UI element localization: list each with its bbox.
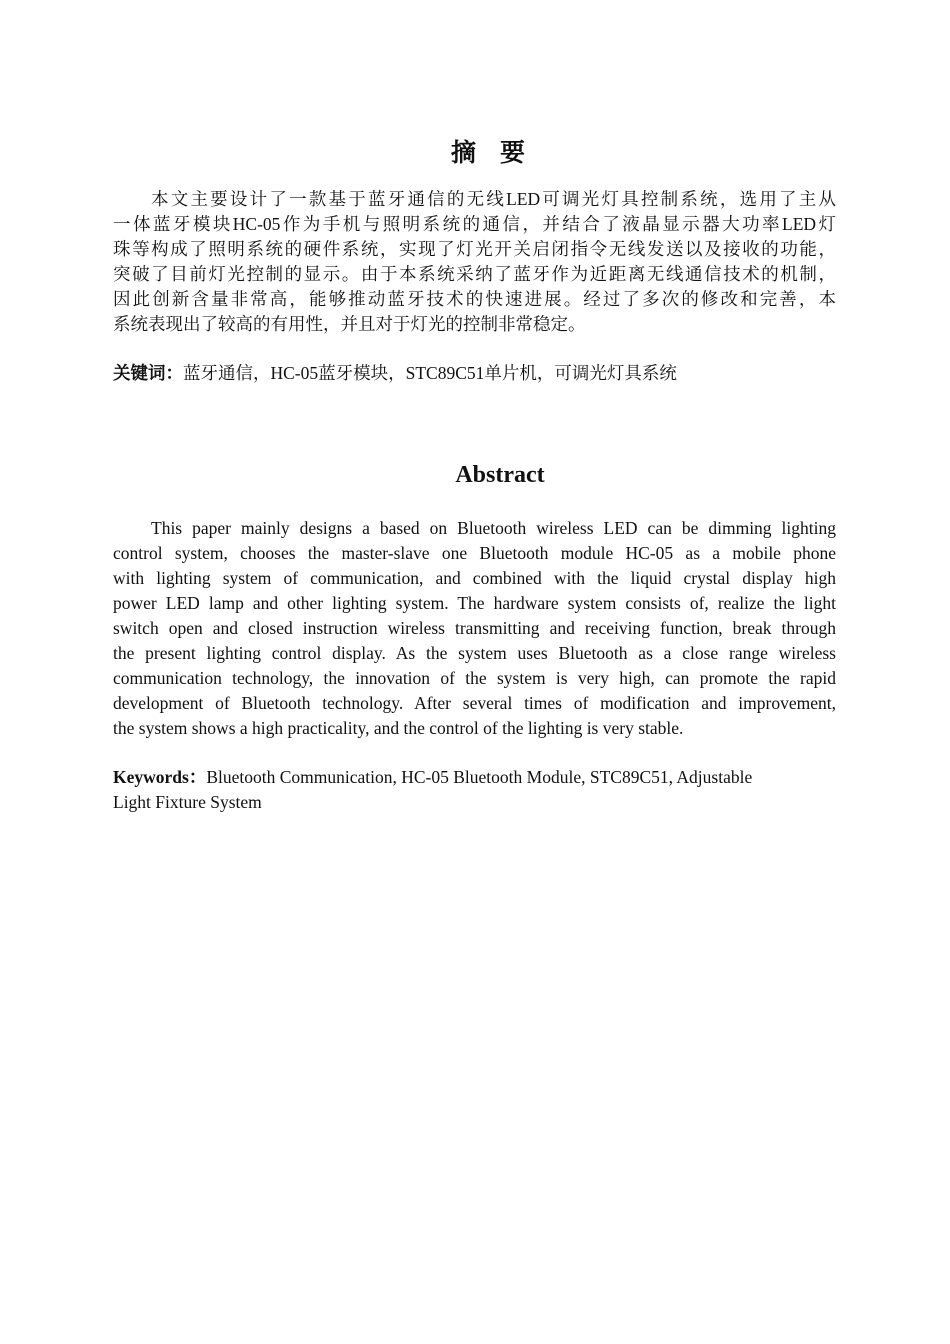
text-line: switch open and closed instruction wireless transmitting and receiving function, break through xyxy=(113,618,836,638)
text-line: 突破了目前灯光控制的显示。由于本系统采纳了蓝牙作为近距离无线通信技术的机制， xyxy=(113,264,836,284)
chinese-keywords xyxy=(113,361,836,386)
text-line: with lighting system of communication, and combined with the liquid crystal display high xyxy=(113,568,836,588)
text-line: This paper mainly designs a based on Bluetooth wireless LED can be dimming lighting xyxy=(151,518,836,538)
chinese-abstract-body xyxy=(113,187,836,337)
text-line: the system shows a high practicality, and the control of the lighting is very stable. xyxy=(113,718,684,738)
keywords-text: Light Fixture System xyxy=(113,792,262,812)
text-line: 珠等构成了照明系统的硬件系统，实现了灯光开关启闭指令无线发送以及接收的功能， xyxy=(113,239,836,259)
text-line: communication technology, the innovation of the system is very high, can promote the rapid xyxy=(113,668,836,688)
text-line: power LED lamp and other lighting system. The hardware system consists of, realize the light xyxy=(113,593,836,613)
keywords-label: 关键词： xyxy=(113,363,183,383)
chinese-abstract-title: 摘要 xyxy=(450,138,549,167)
english-abstract-body xyxy=(113,516,836,741)
keywords-text: 蓝牙通信，HC-05蓝牙模块，STC89C51单片机，可调光灯具系统 xyxy=(183,363,677,383)
text-line: 系统表现出了较高的有用性，并且对于灯光的控制非常稳定。 xyxy=(113,314,586,334)
text-line: the present lighting control display. As the system uses Bluetooth as a close range wireless xyxy=(113,643,836,663)
english-keywords xyxy=(113,765,836,815)
keywords-label: Keywords： xyxy=(113,767,207,787)
text-line: control system, chooses the master-slave one Bluetooth module HC-05 as a mobile phone xyxy=(113,543,836,563)
text-line: 一体蓝牙模块HC-05作为手机与照明系统的通信，并结合了液晶显示器大功率LED灯 xyxy=(113,214,836,234)
keywords-text: Bluetooth Communication, HC-05 Bluetooth Module, STC89C51, Adjustable xyxy=(206,767,753,787)
text-line: 因此创新含量非常高，能够推动蓝牙技术的快速进展。经过了多次的修改和完善，本 xyxy=(113,289,836,309)
text-line: 本文主要设计了一款基于蓝牙通信的无线LED可调光灯具控制系统，选用了主从 xyxy=(151,189,836,209)
text-line: development of Bluetooth technology. After several times of modification and improvement, xyxy=(113,693,836,713)
english-abstract-title: Abstract xyxy=(455,462,545,488)
